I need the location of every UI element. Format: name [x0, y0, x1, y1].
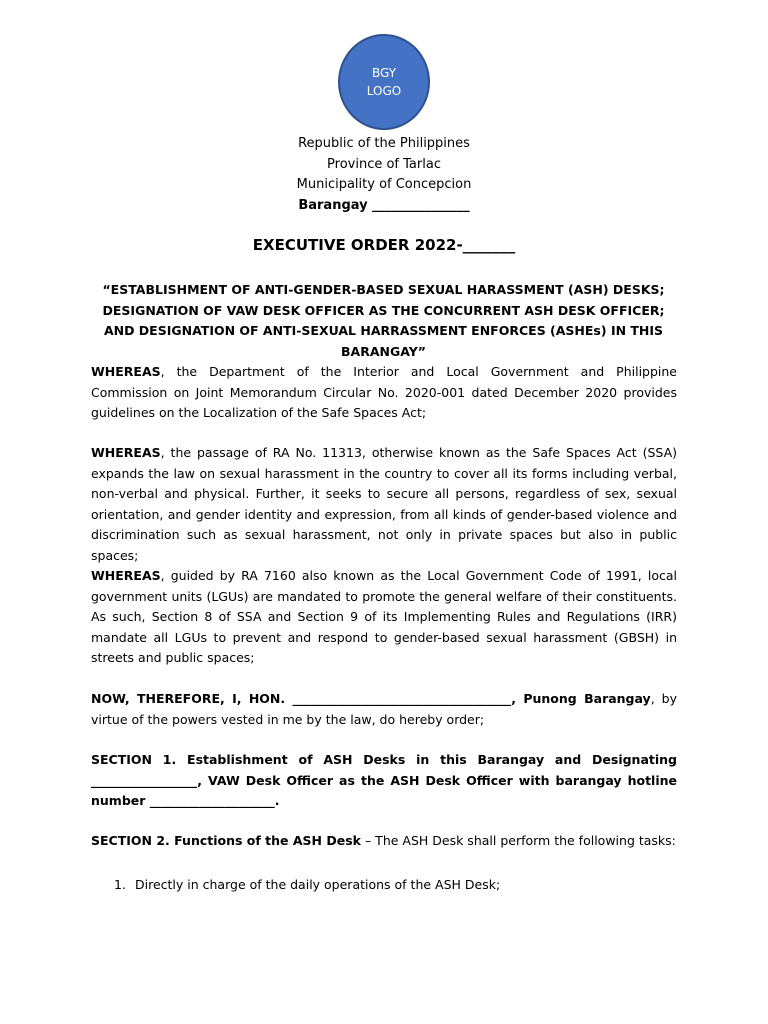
whereas-lead: WHEREAS	[91, 568, 161, 583]
whereas-text: , guided by RA 7160 also known as the Local Government Code of 1991, local government units (LGUs) are mandated to promote the general welfare of their constituents. As such, Section 8 of SSA and Section 9 of its Implementing Rules and Regulations (IRR) mandate all LGUs to prevent and respond to gender-based sexual harassment (GBSH) in streets and public spaces;	[91, 568, 677, 665]
now-therefore-paragraph	[91, 689, 677, 730]
header-municipality: Municipality of Concepcion	[296, 177, 472, 192]
whereas-lead: WHEREAS	[91, 445, 161, 460]
header-barangay: Barangay _______________	[298, 197, 470, 213]
whereas-paragraph-1	[91, 362, 677, 424]
whereas-lead: WHEREAS	[91, 364, 161, 379]
now-therefore-lead: NOW, THEREFORE, I, HON. ___________________________________, Punong Barangay	[91, 691, 651, 706]
header-province: Province of Tarlac	[327, 156, 441, 172]
logo-line-2: LOGO	[366, 84, 402, 98]
document-title: EXECUTIVE ORDER 2022-_______	[252, 236, 516, 254]
whereas-text: , the passage of RA No. 11313, otherwise known as the Safe Spaces Act (SSA) expands the law on sexual harassment in the country to cover all its forms including verbal, non-verbal and physical. Further, it seeks to secure all persons, regardless of sex, sexual orientation, and gender identity and expression, from all kinds of gender-based violence and discrimination such as sexual harassment, not only in private spaces but also in public spaces;	[91, 445, 677, 563]
barangay-logo	[338, 34, 430, 130]
document-subtitle: “ESTABLISHMENT OF ANTI-GENDER-BASED SEXUAL HARASSMENT (ASH) DESKS; DESIGNATION OF VAW DESK OFFICER AS THE CONCURRENT ASH DESK OFFICER; AND DESIGNATION OF ANTI-SEXUAL HARRASSMENT ENFORCES (ASHEs) IN THIS BARANGAY”	[102, 282, 665, 359]
document-header	[0, 134, 768, 216]
logo-line-1: BGY	[371, 66, 397, 80]
whereas-paragraph-2	[91, 443, 677, 566]
list-item-text: Directly in charge of the daily operations of the ASH Desk;	[135, 877, 501, 892]
section-2-paragraph	[91, 831, 677, 852]
header-republic: Republic of the Philippines	[298, 136, 470, 151]
section-1-paragraph: SECTION 1. Establishment of ASH Desks in this Barangay and Designating _________________, VAW Desk Officer as the ASH Desk Officer with barangay hotline number ____________________.	[91, 752, 677, 808]
whereas-paragraph-3	[91, 566, 677, 669]
whereas-text: , the Department of the Interior and Local Government and Philippine Commission on Joint Memorandum Circular No. 2020-001 dated December 2020 provides guidelines on the Localization of the Safe Spaces Act;	[91, 364, 677, 420]
list-item-number: 1.	[114, 877, 126, 892]
now-therefore-text: , by virtue of the powers vested in me by the law, do hereby order;	[91, 691, 678, 727]
list-item	[114, 875, 674, 896]
section-2-text: – The ASH Desk shall perform the following tasks:	[360, 833, 676, 848]
section-2-lead: SECTION 2. Functions of the ASH Desk	[91, 833, 361, 848]
